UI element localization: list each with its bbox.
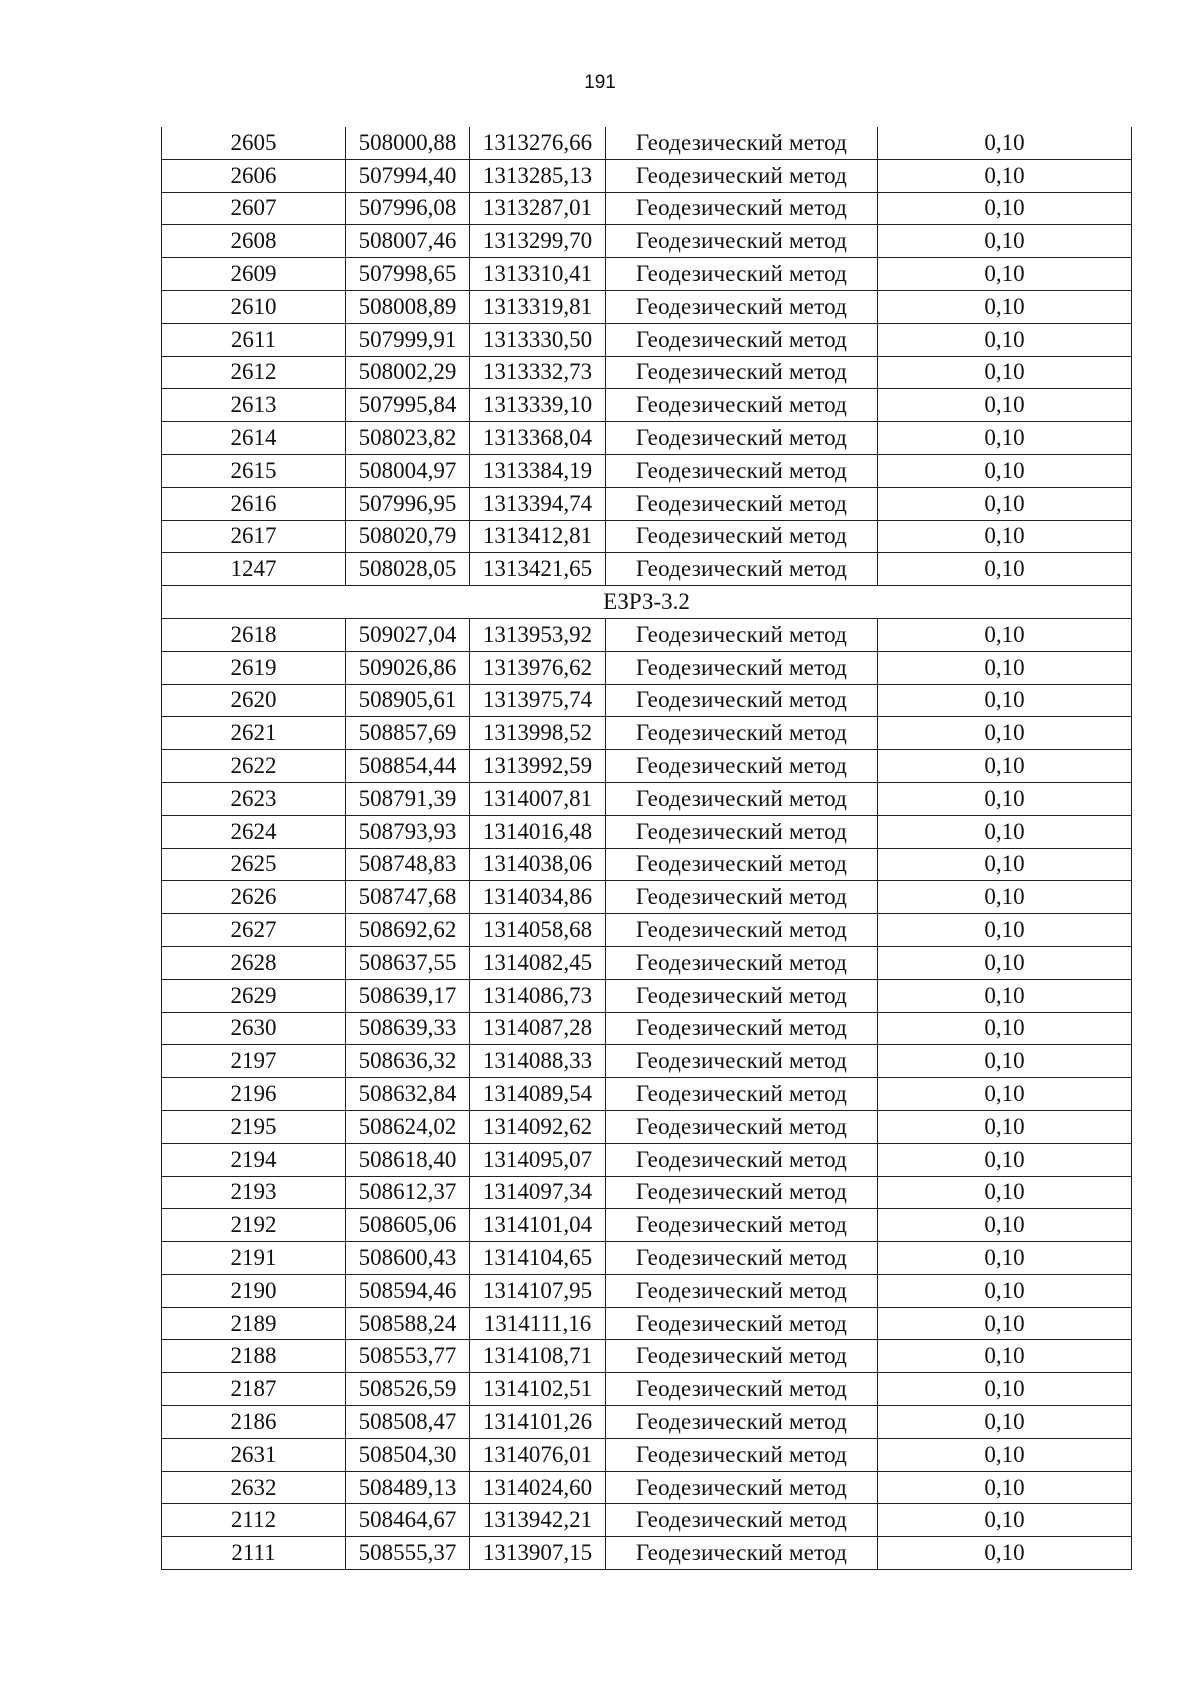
x-coordinate-cell: 508857,69 (346, 717, 470, 750)
method-cell: Геодезический метод (606, 127, 878, 159)
precision-cell: 0,10 (878, 520, 1132, 553)
y-coordinate-cell: 1314101,04 (470, 1209, 606, 1242)
x-coordinate-cell: 508508,47 (346, 1406, 470, 1439)
point-number-cell: 2186 (162, 1406, 346, 1439)
table-row (162, 684, 1132, 717)
table-row (162, 979, 1132, 1012)
method-cell: Геодезический метод (606, 1307, 878, 1340)
y-coordinate-cell: 1313276,66 (470, 127, 606, 159)
point-number-cell: 2606 (162, 159, 346, 192)
precision-cell: 0,10 (878, 1012, 1132, 1045)
point-number-cell: 2611 (162, 323, 346, 356)
y-coordinate-cell: 1313368,04 (470, 422, 606, 455)
method-cell: Геодезический метод (606, 356, 878, 389)
method-cell: Геодезический метод (606, 1110, 878, 1143)
point-number-cell: 2188 (162, 1340, 346, 1373)
y-coordinate-cell: 1313942,21 (470, 1504, 606, 1537)
x-coordinate-cell: 508007,46 (346, 225, 470, 258)
y-coordinate-cell: 1313953,92 (470, 618, 606, 651)
method-cell: Геодезический метод (606, 717, 878, 750)
point-number-cell: 2616 (162, 487, 346, 520)
point-number-cell: 2189 (162, 1307, 346, 1340)
point-number-cell: 2111 (162, 1537, 346, 1570)
precision-cell: 0,10 (878, 782, 1132, 815)
method-cell: Геодезический метод (606, 979, 878, 1012)
precision-cell: 0,10 (878, 750, 1132, 783)
x-coordinate-cell: 508526,59 (346, 1373, 470, 1406)
y-coordinate-cell: 1314086,73 (470, 979, 606, 1012)
precision-cell: 0,10 (878, 1110, 1132, 1143)
y-coordinate-cell: 1314092,62 (470, 1110, 606, 1143)
method-cell: Геодезический метод (606, 258, 878, 291)
point-number-cell: 2631 (162, 1438, 346, 1471)
precision-cell: 0,10 (878, 848, 1132, 881)
y-coordinate-cell: 1314034,86 (470, 881, 606, 914)
table-row (162, 1471, 1132, 1504)
table-row (162, 290, 1132, 323)
table-row (162, 1406, 1132, 1439)
precision-cell: 0,10 (878, 1307, 1132, 1340)
table-row (162, 1307, 1132, 1340)
precision-cell: 0,10 (878, 881, 1132, 914)
x-coordinate-cell: 508905,61 (346, 684, 470, 717)
precision-cell: 0,10 (878, 1045, 1132, 1078)
point-number-cell: 2621 (162, 717, 346, 750)
table-row (162, 1143, 1132, 1176)
y-coordinate-cell: 1313319,81 (470, 290, 606, 323)
y-coordinate-cell: 1314095,07 (470, 1143, 606, 1176)
precision-cell: 0,10 (878, 422, 1132, 455)
x-coordinate-cell: 508791,39 (346, 782, 470, 815)
precision-cell: 0,10 (878, 914, 1132, 947)
precision-cell: 0,10 (878, 1406, 1132, 1439)
method-cell: Геодезический метод (606, 1537, 878, 1570)
point-number-cell: 2196 (162, 1078, 346, 1111)
precision-cell: 0,10 (878, 717, 1132, 750)
method-cell: Геодезический метод (606, 1242, 878, 1275)
method-cell: Геодезический метод (606, 1012, 878, 1045)
y-coordinate-cell: 1313421,65 (470, 553, 606, 586)
table-row (162, 487, 1132, 520)
method-cell: Геодезический метод (606, 553, 878, 586)
method-cell: Геодезический метод (606, 290, 878, 323)
table-row (162, 651, 1132, 684)
x-coordinate-cell: 508618,40 (346, 1143, 470, 1176)
table-row (162, 881, 1132, 914)
method-cell: Геодезический метод (606, 389, 878, 422)
table-row (162, 1209, 1132, 1242)
x-coordinate-cell: 507996,95 (346, 487, 470, 520)
table-row (162, 389, 1132, 422)
point-number-cell: 2612 (162, 356, 346, 389)
point-number-cell: 2187 (162, 1373, 346, 1406)
method-cell: Геодезический метод (606, 323, 878, 356)
y-coordinate-cell: 1314104,65 (470, 1242, 606, 1275)
x-coordinate-cell: 508600,43 (346, 1242, 470, 1275)
table-row (162, 1078, 1132, 1111)
table-row (162, 914, 1132, 947)
method-cell: Геодезический метод (606, 1438, 878, 1471)
table-row (162, 1340, 1132, 1373)
x-coordinate-cell: 508008,89 (346, 290, 470, 323)
table-row (162, 1537, 1132, 1570)
page-number: 191 (584, 72, 616, 93)
y-coordinate-cell: 1313907,15 (470, 1537, 606, 1570)
table-row (162, 258, 1132, 291)
y-coordinate-cell: 1314111,16 (470, 1307, 606, 1340)
precision-cell: 0,10 (878, 1537, 1132, 1570)
section-title: ЕЗРЗ-3.2 (162, 586, 1132, 619)
x-coordinate-cell: 507995,84 (346, 389, 470, 422)
x-coordinate-cell: 508489,13 (346, 1471, 470, 1504)
y-coordinate-cell: 1313394,74 (470, 487, 606, 520)
point-number-cell: 2615 (162, 454, 346, 487)
y-coordinate-cell: 1313412,81 (470, 520, 606, 553)
x-coordinate-cell: 508594,46 (346, 1274, 470, 1307)
point-number-cell: 2617 (162, 520, 346, 553)
method-cell: Геодезический метод (606, 1078, 878, 1111)
x-coordinate-cell: 508793,93 (346, 815, 470, 848)
y-coordinate-cell: 1314016,48 (470, 815, 606, 848)
table-row (162, 127, 1132, 159)
y-coordinate-cell: 1313310,41 (470, 258, 606, 291)
x-coordinate-cell: 508504,30 (346, 1438, 470, 1471)
precision-cell: 0,10 (878, 1504, 1132, 1537)
y-coordinate-cell: 1314101,26 (470, 1406, 606, 1439)
x-coordinate-cell: 508588,24 (346, 1307, 470, 1340)
method-cell: Геодезический метод (606, 192, 878, 225)
y-coordinate-cell: 1314082,45 (470, 946, 606, 979)
point-number-cell: 2625 (162, 848, 346, 881)
method-cell: Геодезический метод (606, 881, 878, 914)
method-cell: Геодезический метод (606, 914, 878, 947)
y-coordinate-cell: 1314024,60 (470, 1471, 606, 1504)
point-number-cell: 2629 (162, 979, 346, 1012)
precision-cell: 0,10 (878, 454, 1132, 487)
table-row (162, 323, 1132, 356)
point-number-cell: 2624 (162, 815, 346, 848)
y-coordinate-cell: 1313975,74 (470, 684, 606, 717)
table-row (162, 1373, 1132, 1406)
x-coordinate-cell: 508747,68 (346, 881, 470, 914)
x-coordinate-cell: 507994,40 (346, 159, 470, 192)
point-number-cell: 2618 (162, 618, 346, 651)
x-coordinate-cell: 509027,04 (346, 618, 470, 651)
y-coordinate-cell: 1313976,62 (470, 651, 606, 684)
method-cell: Геодезический метод (606, 750, 878, 783)
method-cell: Геодезический метод (606, 1176, 878, 1209)
table-row (162, 618, 1132, 651)
table-row (162, 225, 1132, 258)
point-number-cell: 2192 (162, 1209, 346, 1242)
precision-cell: 0,10 (878, 1373, 1132, 1406)
x-coordinate-cell: 508553,77 (346, 1340, 470, 1373)
precision-cell: 0,10 (878, 356, 1132, 389)
precision-cell: 0,10 (878, 127, 1132, 159)
point-number-cell: 2630 (162, 1012, 346, 1045)
y-coordinate-cell: 1314088,33 (470, 1045, 606, 1078)
point-number-cell: 2197 (162, 1045, 346, 1078)
x-coordinate-cell: 508020,79 (346, 520, 470, 553)
y-coordinate-cell: 1314038,06 (470, 848, 606, 881)
method-cell: Геодезический метод (606, 454, 878, 487)
x-coordinate-cell: 508023,82 (346, 422, 470, 455)
x-coordinate-cell: 508636,32 (346, 1045, 470, 1078)
method-cell: Геодезический метод (606, 1143, 878, 1176)
x-coordinate-cell: 508748,83 (346, 848, 470, 881)
table-row (162, 1274, 1132, 1307)
y-coordinate-cell: 1314102,51 (470, 1373, 606, 1406)
x-coordinate-cell: 507998,65 (346, 258, 470, 291)
method-cell: Геодезический метод (606, 1406, 878, 1439)
table-row (162, 717, 1132, 750)
y-coordinate-cell: 1313384,19 (470, 454, 606, 487)
y-coordinate-cell: 1313998,52 (470, 717, 606, 750)
method-cell: Геодезический метод (606, 1045, 878, 1078)
point-number-cell: 2632 (162, 1471, 346, 1504)
table-row (162, 946, 1132, 979)
y-coordinate-cell: 1314087,28 (470, 1012, 606, 1045)
y-coordinate-cell: 1314089,54 (470, 1078, 606, 1111)
x-coordinate-cell: 508028,05 (346, 553, 470, 586)
method-cell: Геодезический метод (606, 1340, 878, 1373)
x-coordinate-cell: 508637,55 (346, 946, 470, 979)
point-number-cell: 2608 (162, 225, 346, 258)
y-coordinate-cell: 1313330,50 (470, 323, 606, 356)
x-coordinate-cell: 508004,97 (346, 454, 470, 487)
coordinates-table (161, 127, 1132, 1570)
point-number-cell: 2619 (162, 651, 346, 684)
y-coordinate-cell: 1314058,68 (470, 914, 606, 947)
table-row (162, 553, 1132, 586)
y-coordinate-cell: 1313299,70 (470, 225, 606, 258)
point-number-cell: 2112 (162, 1504, 346, 1537)
point-number-cell: 2626 (162, 881, 346, 914)
y-coordinate-cell: 1314076,01 (470, 1438, 606, 1471)
x-coordinate-cell: 508000,88 (346, 127, 470, 159)
y-coordinate-cell: 1313339,10 (470, 389, 606, 422)
method-cell: Геодезический метод (606, 1209, 878, 1242)
precision-cell: 0,10 (878, 1340, 1132, 1373)
method-cell: Геодезический метод (606, 225, 878, 258)
precision-cell: 0,10 (878, 192, 1132, 225)
method-cell: Геодезический метод (606, 1274, 878, 1307)
point-number-cell: 2191 (162, 1242, 346, 1275)
y-coordinate-cell: 1314108,71 (470, 1340, 606, 1373)
point-number-cell: 2620 (162, 684, 346, 717)
x-coordinate-cell: 507996,08 (346, 192, 470, 225)
precision-cell: 0,10 (878, 946, 1132, 979)
method-cell: Геодезический метод (606, 815, 878, 848)
table-row (162, 1176, 1132, 1209)
point-number-cell: 1247 (162, 553, 346, 586)
precision-cell: 0,10 (878, 225, 1132, 258)
precision-cell: 0,10 (878, 258, 1132, 291)
table-row (162, 454, 1132, 487)
method-cell: Геодезический метод (606, 159, 878, 192)
x-coordinate-cell: 508639,33 (346, 1012, 470, 1045)
precision-cell: 0,10 (878, 684, 1132, 717)
x-coordinate-cell: 508464,67 (346, 1504, 470, 1537)
method-cell: Геодезический метод (606, 651, 878, 684)
table-row (162, 1045, 1132, 1078)
y-coordinate-cell: 1313285,13 (470, 159, 606, 192)
point-number-cell: 2610 (162, 290, 346, 323)
precision-cell: 0,10 (878, 979, 1132, 1012)
method-cell: Геодезический метод (606, 520, 878, 553)
table-row (162, 1242, 1132, 1275)
point-number-cell: 2613 (162, 389, 346, 422)
point-number-cell: 2195 (162, 1110, 346, 1143)
method-cell: Геодезический метод (606, 684, 878, 717)
y-coordinate-cell: 1313332,73 (470, 356, 606, 389)
precision-cell: 0,10 (878, 1078, 1132, 1111)
table-row (162, 192, 1132, 225)
x-coordinate-cell: 508624,02 (346, 1110, 470, 1143)
point-number-cell: 2614 (162, 422, 346, 455)
x-coordinate-cell: 508605,06 (346, 1209, 470, 1242)
precision-cell: 0,10 (878, 487, 1132, 520)
method-cell: Геодезический метод (606, 782, 878, 815)
method-cell: Геодезический метод (606, 946, 878, 979)
point-number-cell: 2628 (162, 946, 346, 979)
y-coordinate-cell: 1313992,59 (470, 750, 606, 783)
x-coordinate-cell: 508639,17 (346, 979, 470, 1012)
precision-cell: 0,10 (878, 553, 1132, 586)
x-coordinate-cell: 507999,91 (346, 323, 470, 356)
table-row (162, 1438, 1132, 1471)
x-coordinate-cell: 508002,29 (346, 356, 470, 389)
method-cell: Геодезический метод (606, 618, 878, 651)
point-number-cell: 2605 (162, 127, 346, 159)
method-cell: Геодезический метод (606, 1504, 878, 1537)
y-coordinate-cell: 1314107,95 (470, 1274, 606, 1307)
point-number-cell: 2627 (162, 914, 346, 947)
table-row (162, 1504, 1132, 1537)
point-number-cell: 2607 (162, 192, 346, 225)
precision-cell: 0,10 (878, 1242, 1132, 1275)
x-coordinate-cell: 508854,44 (346, 750, 470, 783)
precision-cell: 0,10 (878, 323, 1132, 356)
table-row (162, 520, 1132, 553)
x-coordinate-cell: 508612,37 (346, 1176, 470, 1209)
table-row (162, 1012, 1132, 1045)
method-cell: Геодезический метод (606, 848, 878, 881)
table-row (162, 782, 1132, 815)
precision-cell: 0,10 (878, 1274, 1132, 1307)
point-number-cell: 2194 (162, 1143, 346, 1176)
table-row (162, 1110, 1132, 1143)
point-number-cell: 2193 (162, 1176, 346, 1209)
table-row (162, 848, 1132, 881)
precision-cell: 0,10 (878, 815, 1132, 848)
method-cell: Геодезический метод (606, 422, 878, 455)
table-row (162, 422, 1132, 455)
precision-cell: 0,10 (878, 1209, 1132, 1242)
y-coordinate-cell: 1314007,81 (470, 782, 606, 815)
table-row (162, 159, 1132, 192)
table-row (162, 815, 1132, 848)
x-coordinate-cell: 508555,37 (346, 1537, 470, 1570)
precision-cell: 0,10 (878, 159, 1132, 192)
method-cell: Геодезический метод (606, 1373, 878, 1406)
precision-cell: 0,10 (878, 618, 1132, 651)
x-coordinate-cell: 508632,84 (346, 1078, 470, 1111)
table-row (162, 356, 1132, 389)
point-number-cell: 2609 (162, 258, 346, 291)
precision-cell: 0,10 (878, 389, 1132, 422)
x-coordinate-cell: 509026,86 (346, 651, 470, 684)
point-number-cell: 2190 (162, 1274, 346, 1307)
point-number-cell: 2623 (162, 782, 346, 815)
precision-cell: 0,10 (878, 1143, 1132, 1176)
precision-cell: 0,10 (878, 651, 1132, 684)
y-coordinate-cell: 1314097,34 (470, 1176, 606, 1209)
x-coordinate-cell: 508692,62 (346, 914, 470, 947)
precision-cell: 0,10 (878, 1471, 1132, 1504)
y-coordinate-cell: 1313287,01 (470, 192, 606, 225)
table-row (162, 750, 1132, 783)
method-cell: Геодезический метод (606, 487, 878, 520)
point-number-cell: 2622 (162, 750, 346, 783)
precision-cell: 0,10 (878, 1438, 1132, 1471)
precision-cell: 0,10 (878, 290, 1132, 323)
method-cell: Геодезический метод (606, 1471, 878, 1504)
precision-cell: 0,10 (878, 1176, 1132, 1209)
section-header-row (162, 586, 1132, 619)
